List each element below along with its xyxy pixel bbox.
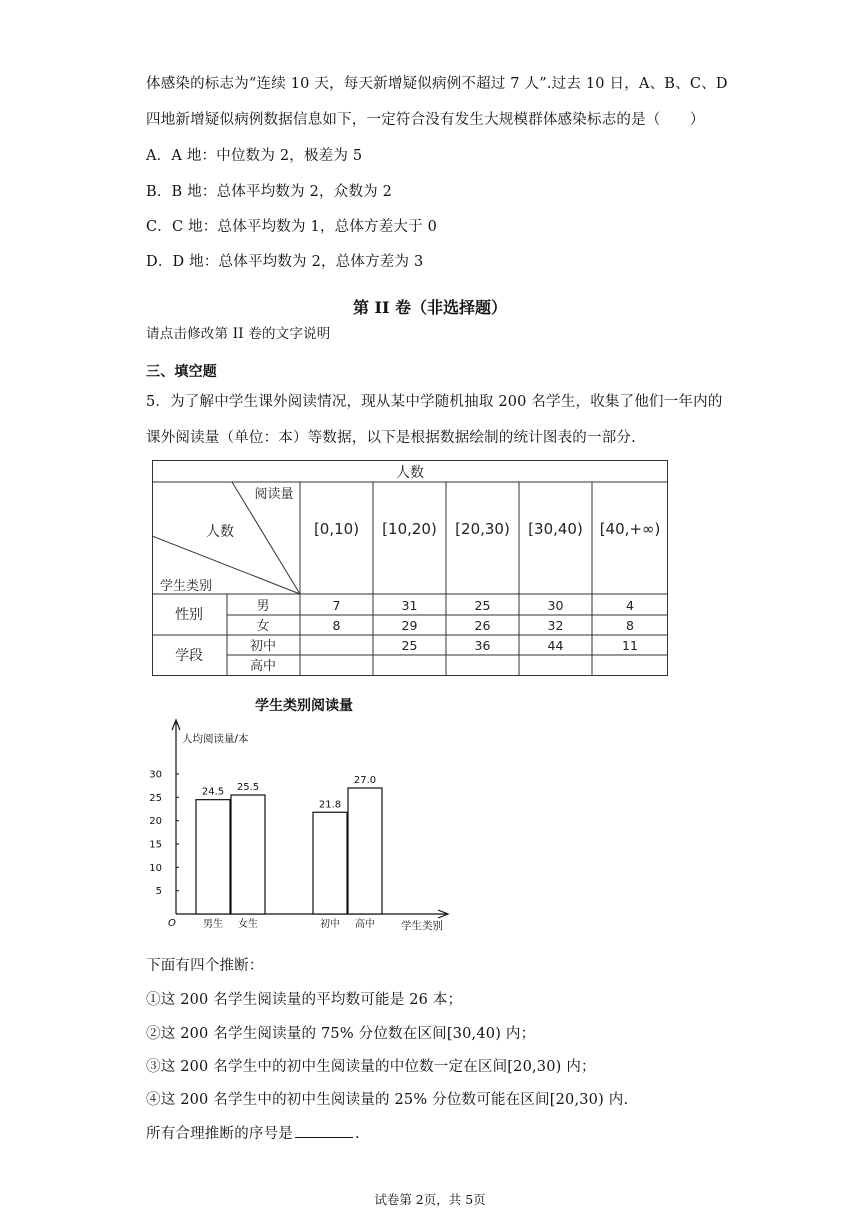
y-tick-label: 20 xyxy=(149,816,162,828)
row-label-senior: 高中 xyxy=(249,659,277,674)
q5-line-2: 课外阅读量（单位：本）等数据，以下是根据数据绘制的统计图表的一部分. xyxy=(146,430,636,446)
inference-3: ③这 200 名学生中的初中生阅读量的中位数一定在区间[20,30) 内； xyxy=(146,1059,596,1075)
table-cell: 7 xyxy=(332,598,341,613)
row-label-junior: 初中 xyxy=(249,639,277,654)
table-cell: 25 xyxy=(474,598,491,613)
answer-line xyxy=(146,1122,360,1143)
table-cell: 29 xyxy=(401,618,418,633)
table-cell: 30 xyxy=(547,598,564,613)
q4-option-b: B．B 地：总体平均数为 2，众数为 2 xyxy=(146,184,393,200)
chart-value-label: 25.5 xyxy=(236,782,260,793)
answer-blank[interactable] xyxy=(295,1125,353,1138)
table-cell: 25 xyxy=(401,638,418,653)
table-cell: 44 xyxy=(547,638,564,653)
inference-2: ②这 200 名学生阅读量的 75% 分位数在区间[30,40) 内； xyxy=(146,1026,536,1042)
q4-line-2: 四地新增疑似病例数据信息如下，一定符合没有发生大规模群体感染标志的是（ ） xyxy=(146,112,705,128)
section-2-note: 请点击修改第 II 卷的文字说明 xyxy=(146,326,331,342)
chart-category-label: 初中 xyxy=(320,919,340,930)
interval-header: [10,20) xyxy=(382,520,437,538)
reading-bar-chart-svg xyxy=(146,694,462,938)
reading-table xyxy=(152,460,668,676)
q4-line-1: 体感染的标志为“连续 10 天，每天新增疑似病例不超过 7 人”.过去 10 日，A、B、C、D xyxy=(146,76,728,92)
chart-bar xyxy=(348,788,382,914)
table-title: 人数 xyxy=(396,465,424,481)
inference-4: ④这 200 名学生中的初中生阅读量的 25% 分位数可能在区间[20,30) 内. xyxy=(146,1092,629,1108)
row-label-male: 男 xyxy=(256,599,270,614)
reading-bar-chart xyxy=(146,694,462,938)
table-cell: 26 xyxy=(474,618,491,633)
section-3-title: 三、填空题 xyxy=(146,364,217,380)
chart-value-label: 27.0 xyxy=(353,775,377,786)
chart-bar xyxy=(196,800,230,914)
reading-table-svg xyxy=(152,460,668,676)
row-label-female: 女 xyxy=(256,619,270,634)
interval-header: [20,30) xyxy=(455,520,510,538)
q4-option-d: D．D 地：总体平均数为 2，总体方差为 3 xyxy=(146,254,424,270)
chart-category-label: 男生 xyxy=(203,919,223,930)
chart-y-label: 人均阅读量/本 xyxy=(182,733,249,745)
chart-bar xyxy=(313,812,347,914)
table-corner-bottom: 学生类别 xyxy=(159,579,213,594)
answer-end: . xyxy=(355,1126,360,1142)
section-2-title: 第 II 卷（非选择题） xyxy=(352,298,508,317)
table-cell: 32 xyxy=(547,618,564,633)
q4-option-a: A．A 地：中位数为 2，极差为 5 xyxy=(146,148,363,164)
chart-x-label: 学生类别 xyxy=(401,920,443,932)
q5-line-1: 5．为了解中学生课外阅读情况，现从某中学随机抽取 200 名学生，收集了他们一年内的 xyxy=(146,394,723,410)
answer-prompt: 所有合理推断的序号是 xyxy=(146,1126,293,1142)
chart-category-label: 女生 xyxy=(238,919,258,930)
interval-header: [0,10) xyxy=(313,520,360,538)
y-tick-label: 30 xyxy=(149,769,162,781)
table-cell: 8 xyxy=(626,618,634,633)
table-cell: 8 xyxy=(332,618,341,633)
chart-origin-label: O xyxy=(168,918,176,929)
y-tick-label: 15 xyxy=(149,839,162,851)
page-footer: 试卷第 2页，共 5页 xyxy=(374,1192,486,1207)
group-label-gender: 性别 xyxy=(175,607,203,623)
table-cell: 4 xyxy=(626,598,634,613)
group-label-stage: 学段 xyxy=(175,648,203,664)
chart-title: 学生类别阅读量 xyxy=(255,698,353,714)
y-tick-label: 25 xyxy=(149,792,162,804)
interval-header: [30,40) xyxy=(528,520,583,538)
chart-bar xyxy=(231,795,265,914)
q4-option-c: C．C 地：总体平均数为 1，总体方差大于 0 xyxy=(146,219,438,235)
chart-category-label: 高中 xyxy=(355,919,375,930)
table-corner-top: 阅读量 xyxy=(254,487,294,502)
chart-value-label: 21.8 xyxy=(318,799,342,811)
inference-1: ①这 200 名学生阅读量的平均数可能是 26 本； xyxy=(146,992,463,1008)
chart-value-label: 24.5 xyxy=(201,786,225,798)
table-cell: 36 xyxy=(474,638,491,653)
q5-intro: 下面有四个推断： xyxy=(146,958,264,974)
interval-header: [40,+∞) xyxy=(599,520,661,538)
y-tick-label: 5 xyxy=(155,886,162,898)
table-cell: 31 xyxy=(401,598,418,613)
table-corner-mid: 人数 xyxy=(206,524,234,540)
y-tick-label: 10 xyxy=(149,862,162,874)
table-cell: 11 xyxy=(622,638,638,653)
